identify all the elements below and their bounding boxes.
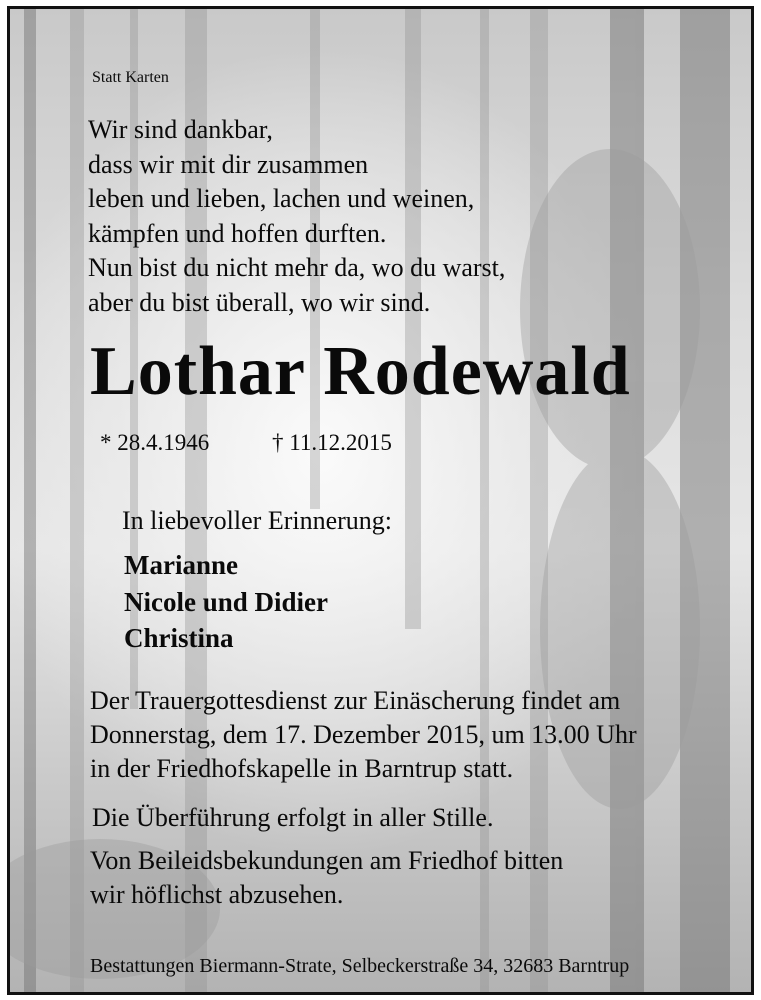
service-line: in der Friedhofskapelle in Barntrup statt. bbox=[90, 754, 514, 783]
header-note: Statt Karten bbox=[92, 69, 169, 86]
family-list bbox=[124, 547, 328, 657]
condolence-note bbox=[90, 844, 563, 912]
birth-date: * 28.4.1946 bbox=[100, 430, 210, 455]
poem-line: leben und lieben, lachen und weinen, bbox=[88, 184, 475, 213]
poem-line: dass wir mit dir zusammen bbox=[88, 149, 369, 179]
poem-line: Nun bist du nicht mehr da, wo du warst, bbox=[88, 253, 506, 282]
condolence-line: Von Beileidsbekundungen am Friedhof bitten bbox=[90, 846, 564, 875]
family-member: Christina bbox=[124, 623, 234, 653]
poem bbox=[88, 113, 505, 320]
deceased-name: Lothar Rodewald bbox=[90, 333, 631, 410]
undertaker-footer: Bestattungen Biermann-Strate, Selbeckerstraße 34, 32683 Barntrup bbox=[90, 955, 630, 977]
service-details bbox=[90, 684, 637, 786]
service-line: Donnerstag, dem 17. Dezember 2015, um 13.00 Uhr bbox=[90, 720, 637, 749]
poem-line: kämpfen und hoffen durften. bbox=[88, 218, 387, 248]
memory-intro: In liebevoller Erinnerung: bbox=[122, 506, 393, 535]
family-member: Marianne bbox=[124, 550, 238, 580]
service-line: Der Trauergottesdienst zur Einäscherung findet am bbox=[90, 686, 621, 715]
transfer-note: Die Überführung erfolgt in aller Stille. bbox=[92, 803, 494, 832]
death-date: † 11.12.2015 bbox=[272, 430, 392, 455]
poem-line: Wir sind dankbar, bbox=[88, 115, 273, 144]
obituary-notice bbox=[7, 6, 754, 995]
poem-line: aber du bist überall, wo wir sind. bbox=[88, 287, 431, 317]
condolence-line: wir höflichst abzusehen. bbox=[90, 880, 344, 909]
family-member: Nicole und Didier bbox=[124, 586, 329, 617]
